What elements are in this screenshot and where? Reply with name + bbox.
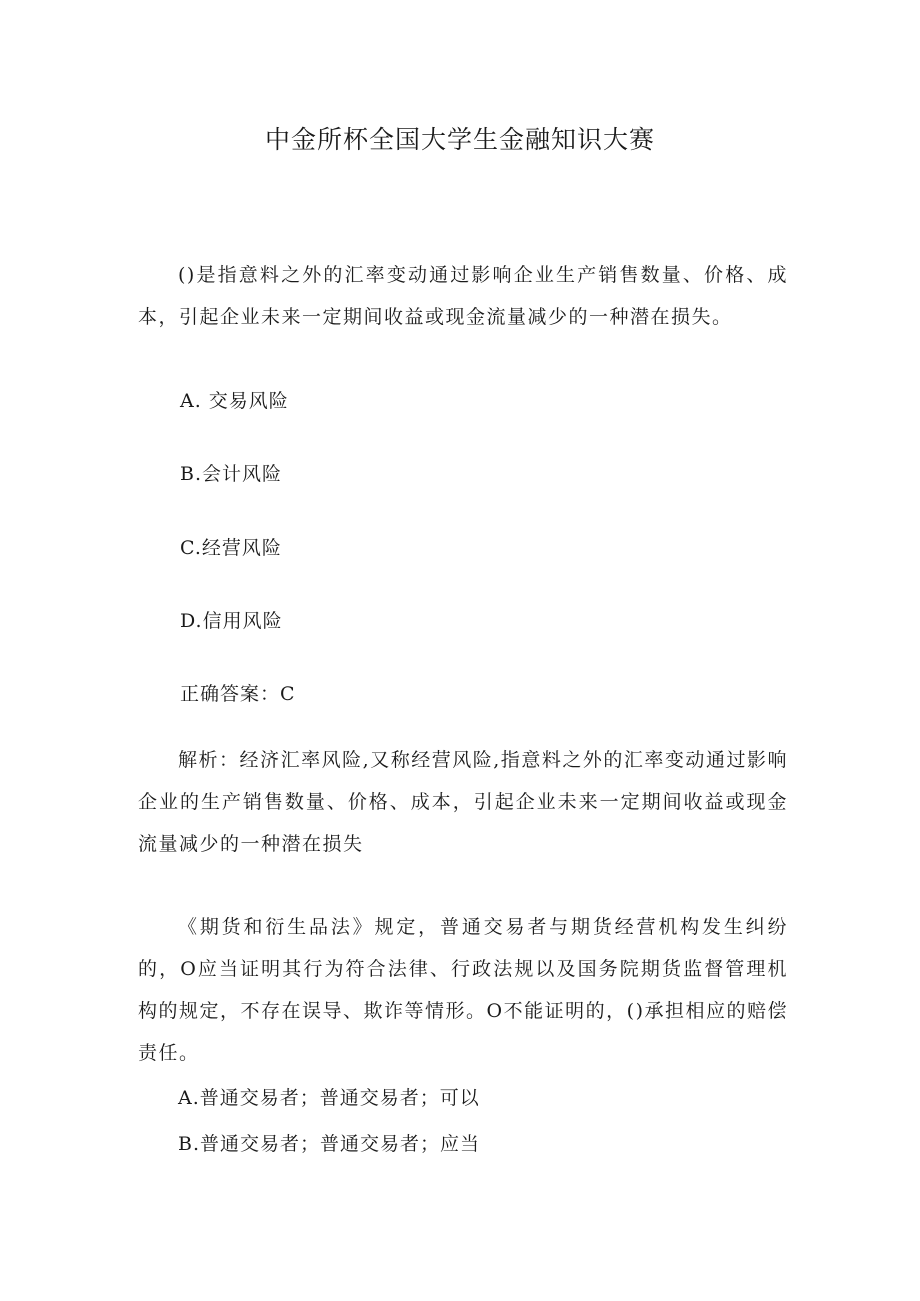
- question-2-stem: 《期货和衍生品法》规定，普通交易者与期货经营机构发生纠纷的，O应当证明其行为符合法律、行政法规以及国务院期货监督管理机构的规定，不存在误导、欺诈等情形。O不能证明的，()承担相应的赔偿责任。: [138, 916, 788, 1064]
- question-1-answer: 正确答案：C: [180, 683, 296, 705]
- question-1-explanation: 解析：经济汇率风险,又称经营风险,指意料之外的汇率变动通过影响企业的生产销售数量、价格、成本，引起企业未来一定期间收益或现金流量减少的一种潜在损失: [138, 749, 788, 855]
- question-1-stem: ()是指意料之外的汇率变动通过影响企业生产销售数量、价格、成本，引起企业未来一定期间收益或现金流量减少的一种潜在损失。: [138, 264, 788, 328]
- document-title: 中金所杯全国大学生金融知识大赛: [264, 125, 655, 154]
- question-2-option-b: B.普通交易者；普通交易者；应当: [178, 1133, 481, 1155]
- question-2-option-a: A.普通交易者；普通交易者；可以: [178, 1087, 480, 1109]
- question-1-option-c: C.经营风险: [180, 537, 282, 559]
- question-1-option-d: D.信用风险: [180, 610, 283, 632]
- question-1-option-a: A. 交易风险: [180, 390, 289, 412]
- question-1-option-b: B.会计风险: [180, 463, 283, 485]
